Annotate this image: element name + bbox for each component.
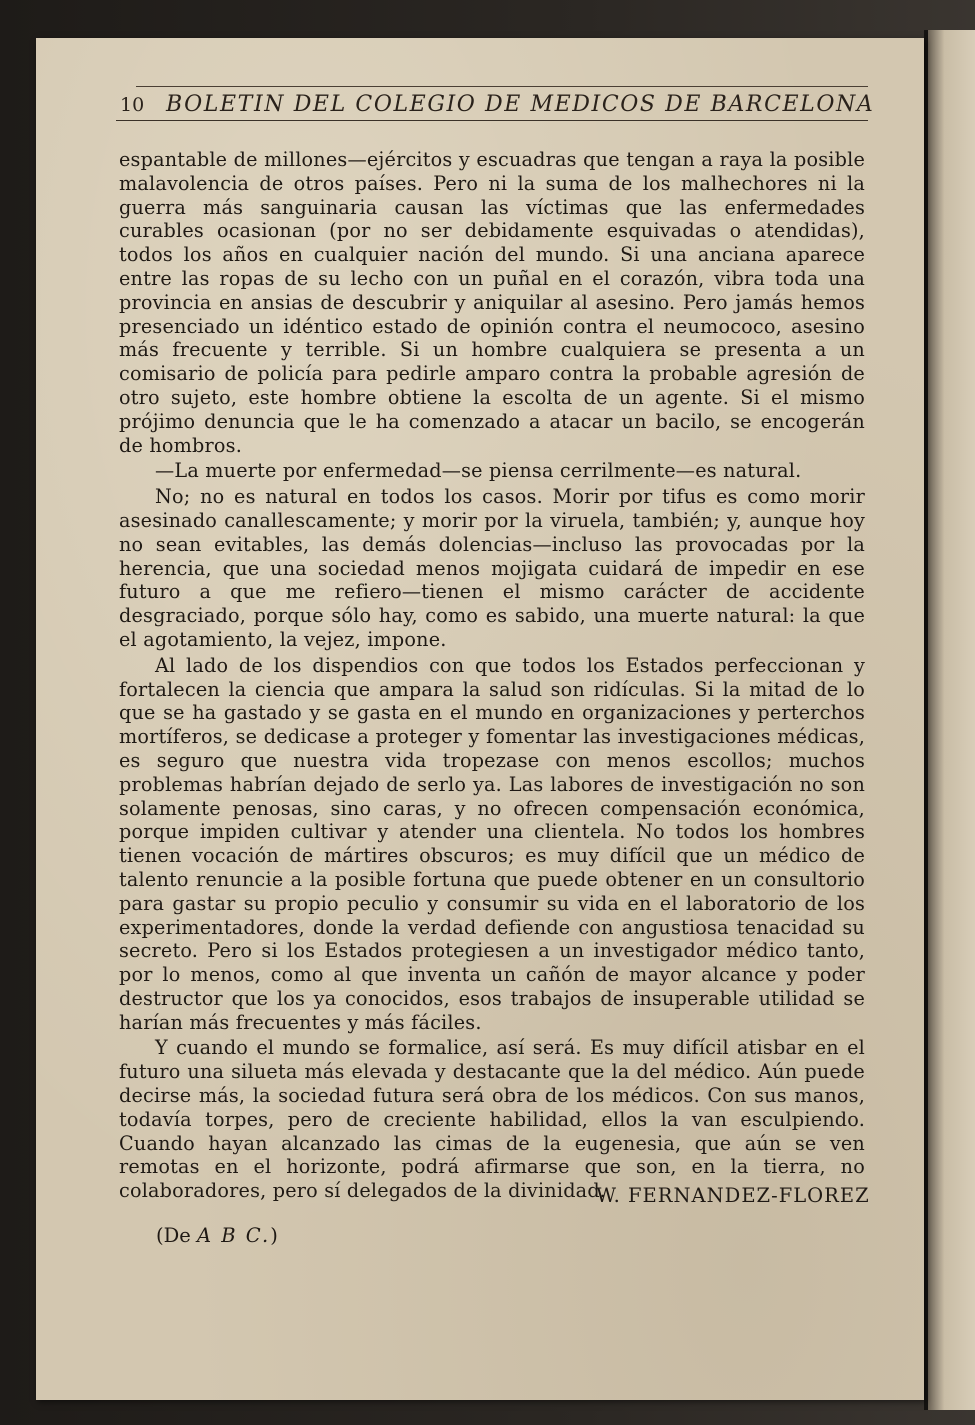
- paragraph: Y cuando el mundo se formalice, así será. Es muy difícil atisbar en el futuro una silueta más elevada y destacante que la del médico. Aún puede decirse más, la sociedad futura será obra de los médicos. Con sus manos, todavía torpes, pero de creciente habilidad, ellos la van esculpiendo. Cuando hayan alcanzado las cimas de la eugenesia, que aún se ven remotas en el horizonte, podrá afirmarse que son, en la tierra, no colaboradores, pero sí delegados de la divinidad.: [119, 1036, 865, 1203]
- author-signature: W. FERNANDEZ-FLOREZ: [596, 1184, 870, 1207]
- page-number: 10: [120, 94, 145, 116]
- source-close: ): [270, 1224, 278, 1247]
- article-body: [119, 148, 865, 1203]
- paragraph: espantable de millones—ejércitos y escuadras que tengan a raya la posible malavolencia de otros países. Pero ni la suma de los malhechores ni la guerra más sanguinaria causan las víctimas que las enfermedades curables ocasionan (por no ser debidamente esquivadas o atendidas), todos los años en cualquier nación del mundo. Si una anciana aparece entre las ropas de su lecho con un puñal en el corazón, vibra toda una provincia en ansias de descubrir y aniquilar al asesino. Pero jamás hemos presenciado un idéntico estado de opinión contra el neumococo, asesino más frecuente y terrible. Si un hombre cualquiera se presenta a un comisario de policía para pedirle amparo contra la probable agresión de otro sujeto, este hombre obtiene la escolta de un agente. Si el mismo prójimo denuncia que le ha comenzado a atacar un bacilo, se encogerán de hombros.: [119, 148, 865, 457]
- source-publication: A B C.: [196, 1224, 271, 1247]
- page-sheet: [36, 38, 924, 1400]
- journal-title: BOLETIN DEL COLEGIO DE MEDICOS DE BARCELONA: [166, 92, 875, 117]
- paragraph: —La muerte por enfermedad—se piensa cerrilmente—es natural.: [155, 459, 802, 483]
- source-citation: [156, 1224, 278, 1247]
- adjacent-page-edge: [928, 30, 975, 1410]
- running-header: [116, 90, 875, 121]
- source-open: (De: [156, 1224, 197, 1247]
- paragraph: Al lado de los dispendios con que todos los Estados perfeccionan y fortalecen la ciencia que ampara la salud son ridículas. Si la mitad de lo que se ha gastado y se gasta en el mundo en organizaciones y perterchos mortíferos, se dedicase a proteger y fomentar las investigaciones médicas, es seguro que nuestra vida tropezase con menos escollos; muchos problemas habrían dejado de serlo ya. Las labores de investigación no son solamente penosas, sino caras, y no ofrecen compensación económica, porque impiden cultivar y atender una clientela. No todos los hombres tienen vocación de mártires obscuros; es muy difícil que un médico de talento renuncie a la posible fortuna que puede obtener en un consultorio para gastar su propio peculio y consumir su vida en el laboratorio de los experimentadores, donde la verdad defiende con angustiosa tenacidad su secreto. Pero si los Estados protegiesen a un investigador médico tanto, por lo menos, como al que inventa un cañón de mayor alcance y poder destructor que los ya conocidos, esos trabajos de insuperable utilidad se harían más frecuentes y más fáciles.: [119, 653, 865, 1034]
- header-top-rule: [136, 86, 868, 87]
- paragraph: No; no es natural en todos los casos. Morir por tifus es como morir asesinado canallescamente; y morir por la viruela, también; y, aunque hoy no sean evitables, las demás dolencias—incluso las provocadas por la herencia, que una sociedad menos mojigata cuidará de impedir en ese futuro a que me refiero—tienen el mismo carácter de accidente desgraciado, porque sólo hay, como es sabido, una muerte natural: la que el agotamiento, la vejez, impone.: [119, 485, 865, 651]
